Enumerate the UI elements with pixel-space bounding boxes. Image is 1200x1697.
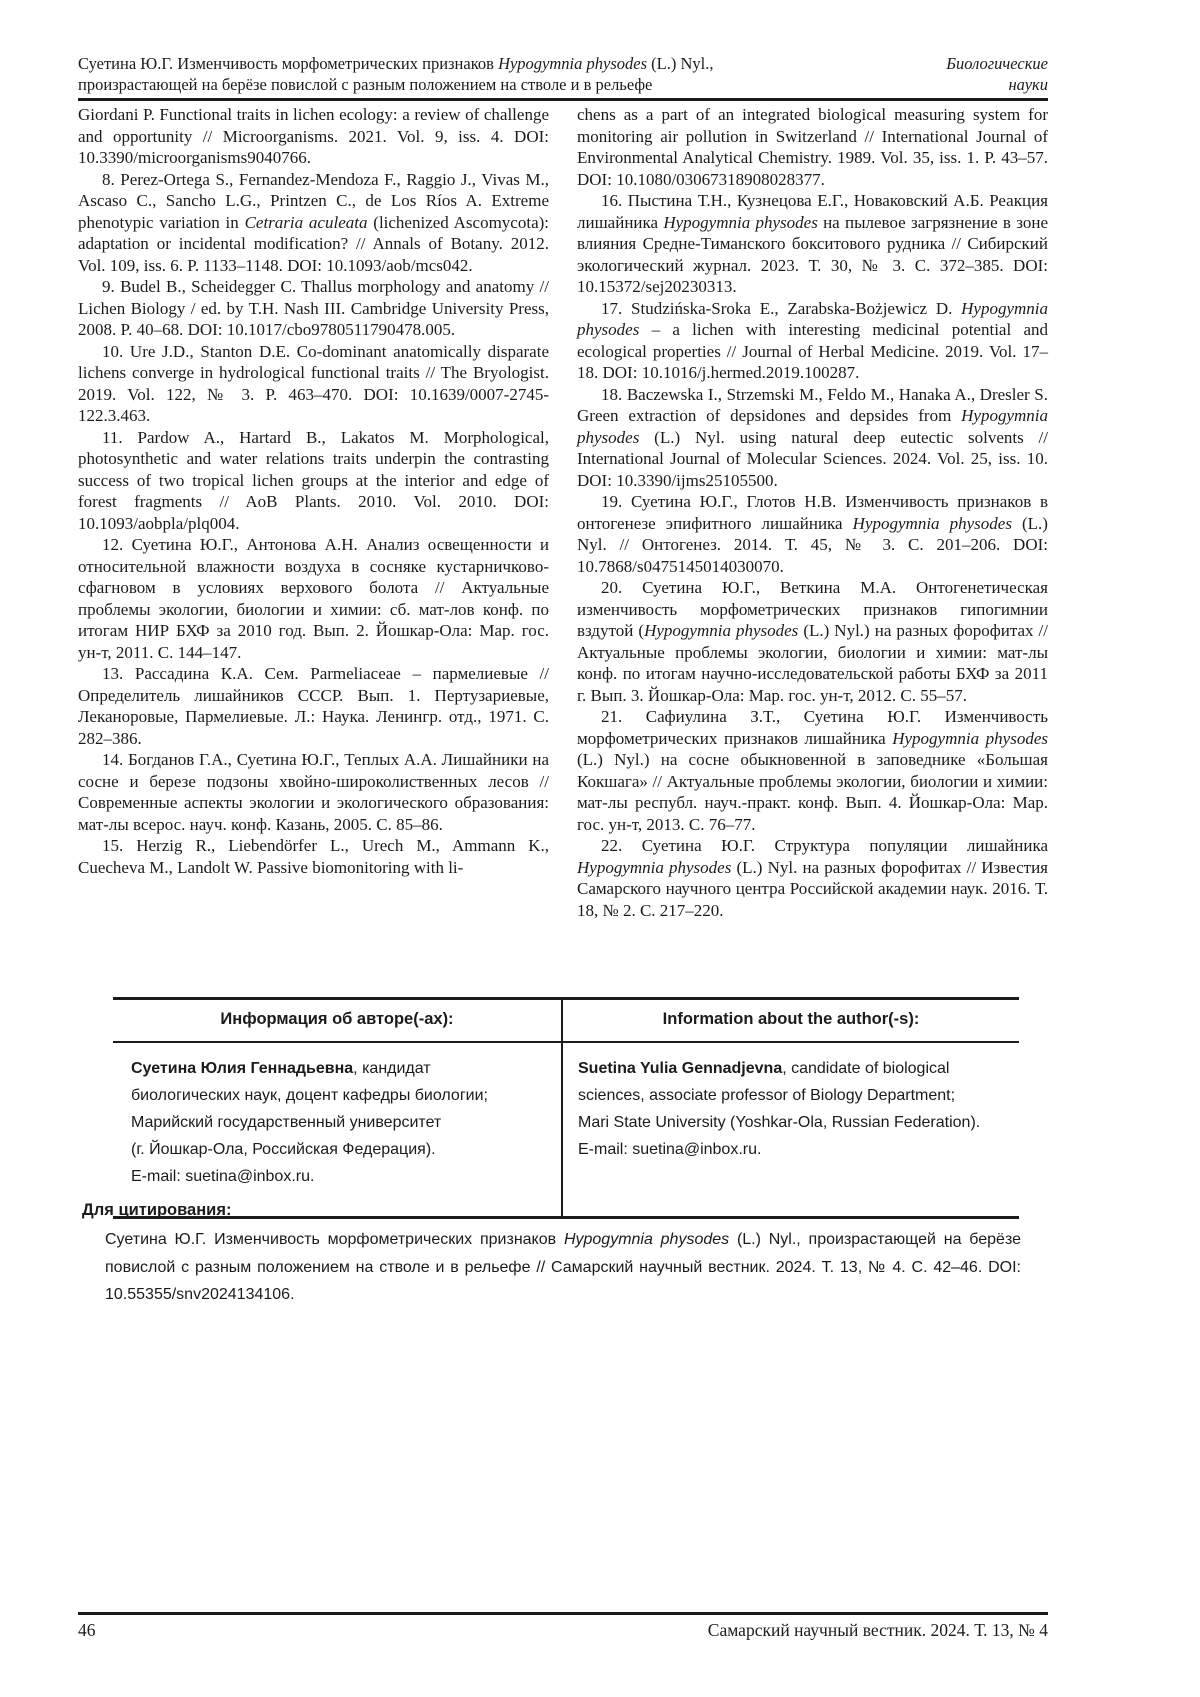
- reference-item: 17. Studzińska-Sroka E., Zarabska-Bożjewicz D. Hypogymnia physodes – a lichen with interesting medicinal potential and ecological properties // Journal of Herbal Medicine. 2019. Vol. 17–18. DOI: 10.1016/j.hermed.2019.100287.: [577, 298, 1048, 382]
- reference-item: 15. Herzig R., Liebendörfer L., Urech M., Ammann K., Cuecheva M., Landolt W. Passive biomonitoring with li-: [78, 836, 549, 877]
- section-label-line-2: науки: [1008, 74, 1048, 94]
- reference-item: 19. Суетина Ю.Г., Глотов Н.В. Изменчивость признаков в онтогенезе эпифитного лишайника Hypogymnia physodes (L.) Nyl. // Онтогенез. 2014. Т. 45, № 3. С. 201–206. DOI: 10.7868/s0475145014030070.: [577, 492, 1048, 576]
- reference-item: 9. Budel B., Scheidegger C. Thallus morphology and anatomy // Lichen Biology / ed. by T.H. Nash III. Cambridge University Press, 2008. P. 40–68. DOI: 10.1017/cbo9780511790478.005.: [78, 277, 549, 339]
- reference-item: 20. Суетина Ю.Г., Веткина М.А. Онтогенетическая изменчивость морфометрических признаков гипогимнии вздутой (Hypogymnia physodes (L.) Nyl.) на разных форофитах // Актуальные проблемы экологии, биологии и химии: мат-лы конф. по итогам научно-исследовательской работы БХФ за 2011 г. Вып. 3. Йошкар-Ола: Мар. гос. ун-т, 2012. С. 55–57.: [577, 578, 1048, 705]
- references-section: [78, 104, 1048, 921]
- author-info-ru-cell: Суетина Юлия Геннадьевна, кандидат биологических наук, доцент кафедры биологии; Марийский государственный университет (г. Йошкар-Ола, Российская Федерация). E-mail: suetina@inbox.ru.: [113, 1043, 563, 1216]
- references-left-column: [78, 104, 549, 921]
- references-right-column: [577, 104, 1048, 921]
- reference-item: 13. Рассадина К.А. Сем. Parmeliaceae – пармелиевые // Определитель лишайников СССР. Вып. 1. Пертузариевые, Леканоровые, Пармелиевые. Л.: Наука. Ленингр. отд., 1971. С. 282–386.: [78, 664, 549, 748]
- running-title: [78, 54, 713, 95]
- running-title-line-1: Суетина Ю.Г. Изменчивость морфометрических признаков Hypogymnia physodes (L.) Nyl.,: [78, 54, 714, 73]
- reference-item: 14. Богданов Г.А., Суетина Ю.Г., Теплых А.А. Лишайники на сосне и березе подзоны хвойно-широколиственных лесов // Современные аспекты экологии и экологического образования: мат-лы всерос. науч. конф. Казань, 2005. С. 85–86.: [78, 750, 549, 834]
- section-label-line-1: Биологические: [946, 54, 1048, 73]
- reference-item: 16. Пыстина Т.Н., Кузнецова Е.Г., Новаковский А.Б. Реакция лишайника Hypogymnia physodes на пылевое загрязнение в зоне влияния Средне-Тиманского бокситового рудника // Сибирский экологический журнал. 2023. Т. 30, № 3. С. 372–385. DOI: 10.15372/sej20230313.: [577, 191, 1048, 296]
- reference-item: chens as a part of an integrated biological measuring system for monitoring air pollution in Switzerland // International Journal of Environmental Analytical Chemistry. 1989. Vol. 35, iss. 1. P. 43–57. DOI: 10.1080/03067318908028377.: [577, 105, 1048, 189]
- author-table-header-ru: Информация об авторе(-ах):: [113, 1000, 563, 1041]
- page-header: [78, 54, 1048, 101]
- reference-item: 12. Суетина Ю.Г., Антонова А.Н. Анализ освещенности и относительной влажности воздуха в сосняке кустарничково-сфагновом в условиях верхового болота // Актуальные проблемы экологии, биологии и химии: сб. мат-лов конф. по итогам НИР БХФ за 2010 год. Вып. 2. Йошкар-Ола: Мар. гос. ун-т, 2011. С. 144–147.: [78, 535, 549, 662]
- author-table-body-row: [113, 1043, 1019, 1216]
- author-info-table: [113, 997, 1019, 1219]
- author-info-en-cell: Suetina Yulia Gennadjevna, candidate of biological sciences, associate professor of Biology Department; Mari State University (Yoshkar-Ola, Russian Federation). E-mail: suetina@inbox.ru.: [578, 1060, 981, 1158]
- reference-item: 21. Сафиулина З.Т., Суетина Ю.Г. Изменчивость морфометрических признаков лишайника Hypogymnia physodes (L.) Nyl.) на сосне обыкновенной в заповеднике «Большая Кокшага» // Актуальные проблемы экологии, биологии и химии: мат-лы республ. науч.-практ. конф. Вып. 4. Йошкар-Ола: Мар. гос. ун-т, 2013. С. 76–77.: [577, 707, 1048, 834]
- reference-item: 10. Ure J.D., Stanton D.E. Co-dominant anatomically disparate lichens converge in hydrological functional traits // The Bryologist. 2019. Vol. 122, № 3. P. 463–470. DOI: 10.1639/0007-2745-122.3.463.: [78, 341, 549, 425]
- journal-reference: Самарский научный вестник. 2024. Т. 13, № 4: [707, 1620, 1048, 1640]
- reference-item: 11. Pardow A., Hartard B., Lakatos M. Morphological, photosynthetic and water relations traits underpin the contrasting success of two tropical lichen groups at the interior and edge of forest fragments // AoB Plants. 2010. Vol. 2010. DOI: 10.1093/aobpla/plq004.: [78, 427, 549, 533]
- citation-text: Суетина Ю.Г. Изменчивость морфометрических признаков Hypogymnia physodes (L.) Nyl., произрастающей на берёзе повислой с разным положением на стволе и в рельефе // Самарский научный вестник. 2024. Т. 13, № 4. С. 42–46. DOI: 10.55355/snv2024134106.: [105, 1231, 1022, 1303]
- citation-label: Для цитирования:: [82, 1201, 232, 1219]
- page-number: 46: [78, 1620, 96, 1640]
- citation-block: [82, 1199, 1048, 1309]
- reference-item: 18. Baczewska I., Strzemski M., Feldo M., Hanaka A., Dresler S. Green extraction of depsidones and depsides from Hypogymnia physodes (L.) Nyl. using natural deep eutectic solvents // International Journal of Molecular Sciences. 2024. Vol. 25, iss. 10. DOI: 10.3390/ijms25105500.: [577, 384, 1048, 490]
- reference-item: Giordani P. Functional traits in lichen ecology: a review of challenge and opportunity // Microorganisms. 2021. Vol. 9, iss. 4. DOI: 10.3390/microorganisms9040766.: [78, 105, 549, 167]
- page-footer: [78, 1612, 1048, 1641]
- section-label: [946, 54, 1048, 95]
- reference-item: 22. Суетина Ю.Г. Структура популяции лишайника Hypogymnia physodes (L.) Nyl. на разных форофитах // Известия Самарского научного центра Российской академии наук. 2016. Т. 18, № 2. С. 217–220.: [577, 836, 1048, 920]
- reference-item: 8. Perez-Ortega S., Fernandez-Mendoza F., Raggio J., Vivas M., Ascaso C., Sancho L.G., Printzen C., de Los Ríos A. Extreme phenotypic variation in Cetraria aculeata (lichenized Ascomycota): adaptation or incidental modification? // Annals of Botany. 2012. Vol. 109, iss. 6. P. 1133–1148. DOI: 10.1093/aob/mcs042.: [78, 169, 550, 275]
- running-title-line-2: произрастающей на берёзе повислой с разным положением на стволе и в рельефе: [78, 74, 653, 94]
- author-table-header-row: [113, 1000, 1019, 1043]
- author-table-header-en: Information about the author(-s):: [662, 1010, 920, 1028]
